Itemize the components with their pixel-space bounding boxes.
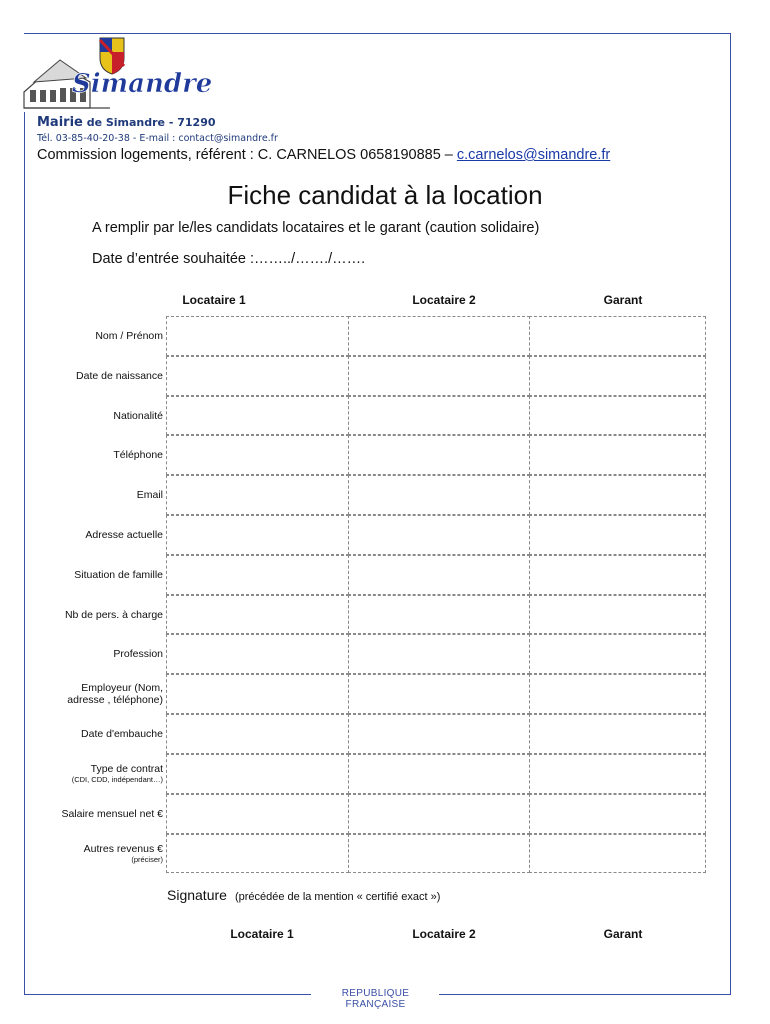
form-cell-locataire-2[interactable]: [348, 435, 530, 475]
row-label: [40, 682, 163, 706]
form-cell-garant[interactable]: [529, 475, 706, 515]
page-subtitle: A remplir par le/les candidats locataires et le garant (caution solidaire): [92, 220, 540, 236]
form-cell-locataire-1[interactable]: [166, 356, 349, 396]
row-label: [40, 609, 163, 621]
row-label-text: Profession: [113, 648, 163, 660]
form-cell-garant[interactable]: [529, 834, 706, 873]
form-cell-locataire-1[interactable]: [166, 794, 349, 834]
svg-text:Simandre: Simandre: [72, 69, 213, 99]
signature-locataire-1[interactable]: Locataire 1: [230, 927, 294, 941]
form-cell-locataire-1[interactable]: [166, 595, 349, 634]
form-cell-locataire-1[interactable]: [166, 714, 349, 754]
form-cell-garant[interactable]: [529, 515, 706, 555]
form-cell-locataire-2[interactable]: [348, 396, 530, 435]
commission-text: Commission logements, référent : C. CARNELOS 0658190885 –: [37, 147, 457, 163]
row-label: [40, 449, 163, 461]
row-label-text: adresse , téléphone): [67, 694, 163, 706]
simandre-logo: [20, 32, 213, 114]
form-cell-garant[interactable]: [529, 595, 706, 634]
row-label-text: Nationalité: [113, 409, 163, 422]
signature-garant[interactable]: Garant: [603, 927, 643, 941]
form-cell-locataire-2[interactable]: [348, 674, 530, 714]
row-label: [40, 330, 163, 342]
form-cell-locataire-2[interactable]: [348, 515, 530, 555]
signature-label: Signature: [167, 887, 227, 903]
form-cell-garant[interactable]: [529, 754, 706, 794]
row-label: [40, 808, 163, 820]
form-cell-locataire-1[interactable]: [166, 396, 349, 435]
row-label-text: Situation de famille: [74, 569, 163, 581]
row-label-text: Nom / Prénom: [95, 330, 163, 342]
signature-section: [167, 887, 440, 903]
row-label-text: Salaire mensuel net €: [61, 808, 163, 820]
contact-line: Tél. 03-85-40-20-38 - E-mail : contact@simandre.fr: [37, 133, 278, 144]
row-label-text: Nb de pers. à charge: [64, 608, 163, 621]
form-cell-locataire-1[interactable]: [166, 515, 349, 555]
row-label: [40, 489, 163, 501]
desired-entry-date-field[interactable]: Date d’entrée souhaitée :……../……./…….: [92, 251, 366, 267]
form-cell-locataire-1[interactable]: [166, 754, 349, 794]
form-cell-locataire-2[interactable]: [348, 754, 530, 794]
form-cell-locataire-1[interactable]: [166, 316, 349, 356]
row-label: [40, 370, 163, 382]
row-label-text: Email: [136, 489, 163, 501]
form-cell-locataire-2[interactable]: [348, 834, 530, 873]
row-label-hint: (préciser): [131, 854, 163, 864]
form-cell-locataire-1[interactable]: [166, 674, 349, 714]
page-frame-left: [24, 112, 25, 995]
row-label-text: Employeur (Nom,: [81, 682, 163, 694]
form-cell-garant[interactable]: [529, 674, 706, 714]
signature-mention: (précédée de la mention « certifié exact »): [234, 891, 441, 903]
page-title: Fiche candidat à la location: [227, 180, 543, 210]
form-cell-locataire-1[interactable]: [166, 634, 349, 674]
column-header-locataire-1: Locataire 1: [182, 293, 246, 307]
mairie-heading: [37, 115, 216, 130]
form-cell-locataire-2[interactable]: [348, 794, 530, 834]
form-cell-locataire-2[interactable]: [348, 595, 530, 634]
row-label-text: Type de contrat: [90, 763, 163, 775]
row-label: [40, 763, 163, 785]
form-cell-locataire-1[interactable]: [166, 475, 349, 515]
row-label-text: Autres revenus €: [83, 842, 163, 855]
form-cell-garant[interactable]: [529, 714, 706, 754]
signature-locataire-2[interactable]: Locataire 2: [412, 927, 476, 941]
row-label-text: Adresse actuelle: [85, 529, 163, 541]
row-label: [40, 410, 163, 422]
column-header-garant: Garant: [603, 293, 643, 307]
page-frame-bottom-left: [24, 994, 311, 995]
candidate-form-grid: [166, 316, 706, 873]
row-label: [40, 728, 163, 740]
form-cell-garant[interactable]: [529, 316, 706, 356]
page-frame-bottom-right: [439, 994, 731, 995]
column-header-locataire-2: Locataire 2: [412, 293, 476, 307]
row-label: [40, 648, 163, 660]
form-cell-locataire-1[interactable]: [166, 435, 349, 475]
commission-line: [37, 147, 610, 163]
mairie-name: de Simandre - 71290: [82, 116, 216, 129]
row-label-text: Date d'embauche: [81, 728, 163, 740]
form-cell-locataire-2[interactable]: [348, 475, 530, 515]
row-label-text: Téléphone: [113, 449, 163, 461]
row-label-text: Date de naissance: [76, 370, 163, 382]
form-cell-locataire-1[interactable]: [166, 834, 349, 873]
form-cell-garant[interactable]: [529, 634, 706, 674]
form-cell-locataire-2[interactable]: [348, 316, 530, 356]
footer-republique-francaise: REPUBLIQUE FRANÇAISE: [341, 988, 410, 1010]
form-cell-locataire-2[interactable]: [348, 634, 530, 674]
form-cell-locataire-2[interactable]: [348, 555, 530, 595]
form-cell-garant[interactable]: [529, 396, 706, 435]
row-label-hint: (CDI, CDD, indépendant…): [71, 775, 163, 784]
form-cell-garant[interactable]: [529, 555, 706, 595]
form-cell-garant[interactable]: [529, 794, 706, 834]
form-cell-locataire-1[interactable]: [166, 555, 349, 595]
form-cell-garant[interactable]: [529, 356, 706, 396]
form-cell-locataire-2[interactable]: [348, 356, 530, 396]
mairie-prefix: Mairie: [37, 115, 83, 130]
row-label: [40, 569, 163, 581]
form-cell-locataire-2[interactable]: [348, 714, 530, 754]
form-cell-garant[interactable]: [529, 435, 706, 475]
row-label: [40, 843, 163, 865]
row-label: [40, 529, 163, 541]
commission-email-link[interactable]: c.carnelos@simandre.fr: [456, 147, 611, 163]
page-frame-right: [730, 33, 731, 995]
